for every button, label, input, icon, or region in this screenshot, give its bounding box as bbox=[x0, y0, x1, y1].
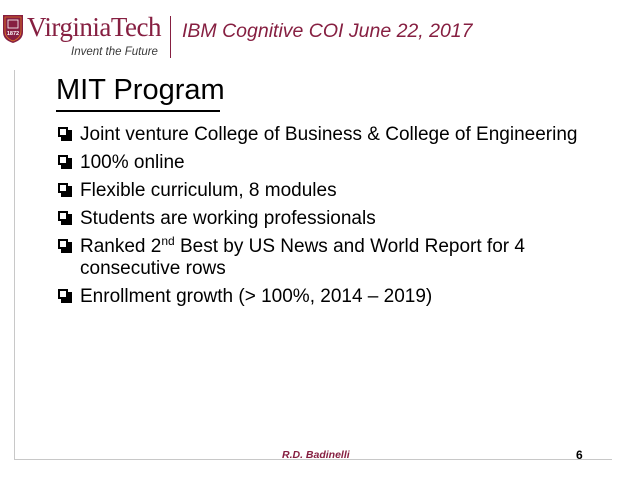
bullet-list bbox=[58, 124, 603, 314]
footer-author: R.D. Badinelli bbox=[282, 449, 350, 461]
checkbox-bullet-icon bbox=[58, 211, 72, 225]
bullet-item bbox=[58, 286, 603, 308]
logo-wordmark: VirginiaTech bbox=[27, 12, 161, 42]
checkbox-bullet-icon bbox=[58, 155, 72, 169]
bullet-text-pre: Ranked 2 bbox=[80, 236, 162, 257]
virginia-tech-logo bbox=[0, 8, 168, 58]
bullet-text: Enrollment growth (> 100%, 2014 – 2019) bbox=[80, 286, 433, 307]
checkbox-bullet-icon bbox=[58, 289, 72, 303]
seal-year: 1872 bbox=[6, 31, 20, 37]
header-divider bbox=[170, 16, 171, 58]
slide-title: MIT Program bbox=[56, 74, 225, 106]
checkbox-bullet-icon bbox=[58, 239, 72, 253]
bullet-text-post: Best by US News and World Report for 4 consecutive rows bbox=[80, 236, 525, 279]
university-seal-icon bbox=[2, 14, 24, 44]
bullet-text: Flexible curriculum, 8 modules bbox=[80, 180, 337, 201]
bullet-item bbox=[58, 236, 603, 280]
logo-tagline: Invent the Future bbox=[71, 46, 158, 58]
bullet-item bbox=[58, 180, 603, 202]
checkbox-bullet-icon bbox=[58, 127, 72, 141]
bullet-item bbox=[58, 124, 603, 146]
bullet-item bbox=[58, 152, 603, 174]
bullet-text: Joint venture College of Business & College of Engineering bbox=[80, 124, 578, 145]
bullet-text: Students are working professionals bbox=[80, 208, 376, 229]
bullet-superscript: nd bbox=[161, 234, 175, 248]
bullet-text-ranked bbox=[80, 236, 525, 279]
bullet-text: 100% online bbox=[80, 152, 185, 173]
frame-vertical-line bbox=[14, 70, 15, 460]
title-underline bbox=[56, 110, 220, 112]
page-number: 6 bbox=[576, 448, 583, 462]
header-title: IBM Cognitive COI June 22, 2017 bbox=[182, 20, 473, 42]
checkbox-bullet-icon bbox=[58, 183, 72, 197]
bullet-item bbox=[58, 208, 603, 230]
